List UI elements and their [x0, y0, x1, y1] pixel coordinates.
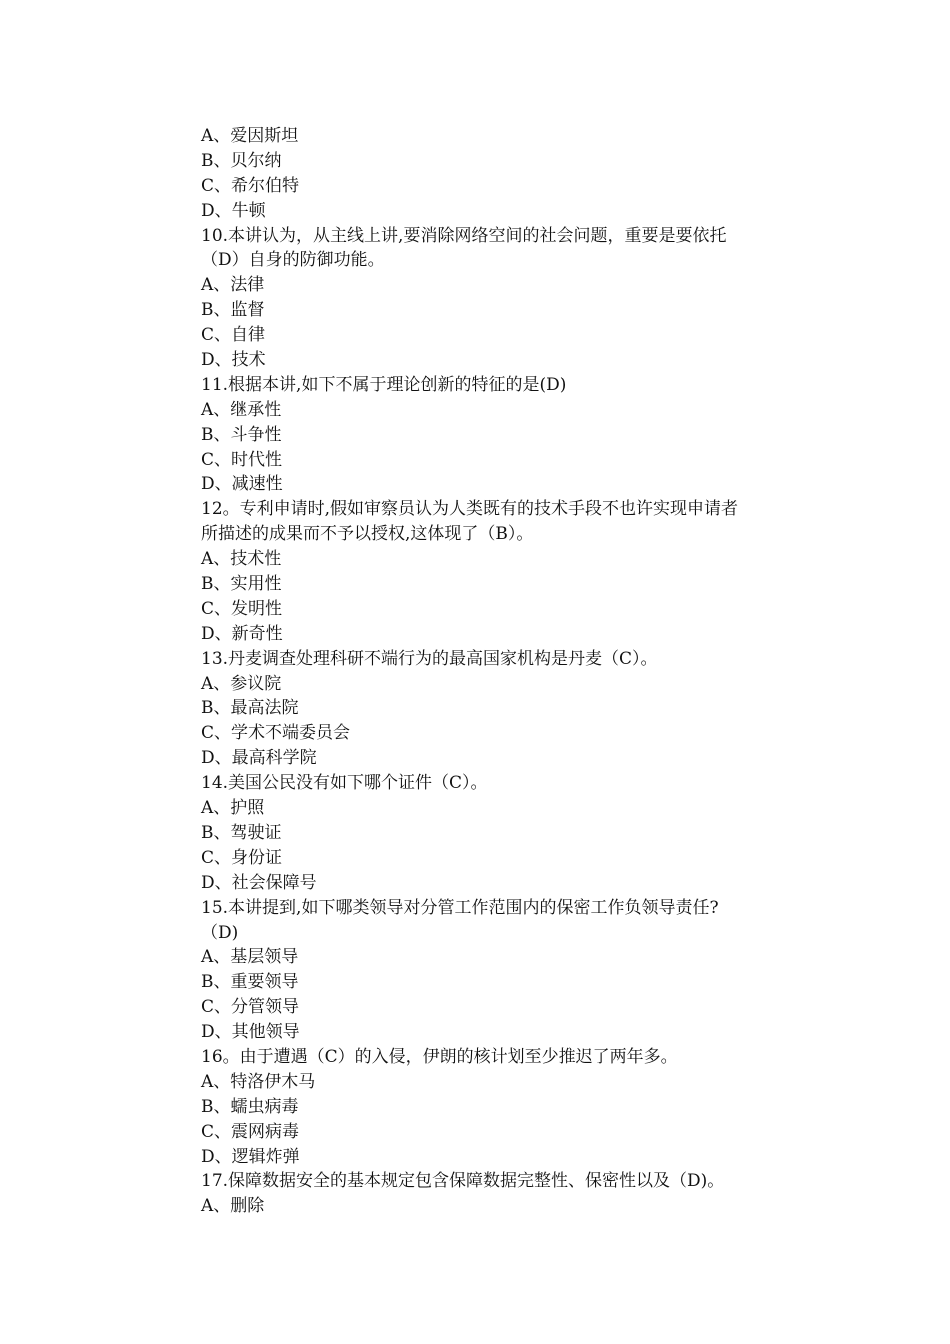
question-12-line-2: 所描述的成果而不予以授权,这体现了（B）。	[201, 524, 534, 545]
option-line: D、牛顿	[201, 200, 266, 221]
option-line: B、最高法院	[201, 698, 299, 719]
question-list	[201, 124, 813, 1219]
option-line: D、逻辑炸弹	[201, 1146, 300, 1167]
option-line: A、继承性	[201, 399, 282, 420]
option-line: D、技术	[201, 350, 266, 371]
question-12-line-1: 12。专利申请时,假如审察员认为人类既有的技术手段不也许实现申请者	[201, 499, 739, 520]
option-line: B、监督	[201, 300, 265, 321]
option-line: C、发明性	[201, 598, 283, 619]
option-line: A、技术性	[201, 549, 282, 570]
option-line: C、时代性	[201, 449, 283, 470]
option-line: A、基层领导	[201, 947, 299, 968]
question-16: 16。由于遭遇（C）的入侵，伊朗的核计划至少推迟了两年多。	[201, 1046, 678, 1067]
option-line: B、贝尔纳	[201, 150, 282, 171]
option-line: B、蠕虫病毒	[201, 1096, 299, 1117]
question-10-line-2: （D）自身的防御功能。	[201, 250, 385, 271]
option-line: C、分管领导	[201, 997, 300, 1018]
question-13: 13.丹麦调查处理科研不端行为的最高国家机构是丹麦（C）。	[201, 648, 658, 669]
option-line: C、身份证	[201, 847, 283, 868]
option-line: A、护照	[201, 798, 265, 819]
option-line: B、重要领导	[201, 972, 299, 993]
option-line: D、新奇性	[201, 623, 283, 644]
option-line: D、其他领导	[201, 1022, 300, 1043]
option-line: B、实用性	[201, 574, 282, 595]
option-line: C、希尔伯特	[201, 175, 300, 196]
option-line: A、法律	[201, 275, 265, 296]
option-line: A、删除	[201, 1196, 265, 1217]
option-line: D、减速性	[201, 474, 283, 495]
option-line: C、自律	[201, 325, 266, 346]
option-line: A、爱因斯坦	[201, 126, 299, 146]
option-line: A、特洛伊木马	[201, 1071, 316, 1092]
question-14: 14.美国公民没有如下哪个证件（C）。	[201, 773, 488, 794]
option-line: B、斗争性	[201, 424, 282, 445]
option-line: D、最高科学院	[201, 748, 317, 769]
option-line: A、参议院	[201, 673, 282, 694]
option-line: B、驾驶证	[201, 822, 282, 843]
question-17: 17.保障数据安全的基本规定包含保障数据完整性、保密性以及（D)。	[201, 1171, 725, 1192]
option-line: C、学术不端委员会	[201, 723, 351, 744]
question-15-line-1: 15.本讲提到,如下哪类领导对分管工作范围内的保密工作负领导责任?	[201, 897, 719, 918]
question-15-line-2: （D)	[201, 922, 239, 943]
question-11: 11.根据本讲,如下不属于理论创新的特征的是(D)	[201, 374, 567, 395]
option-line: D、社会保障号	[201, 872, 317, 893]
question-10-line-1: 10.本讲认为，从主线上讲,要消除网络空间的社会问题，重要是要依托	[201, 225, 727, 246]
option-line: C、震网病毒	[201, 1121, 300, 1142]
